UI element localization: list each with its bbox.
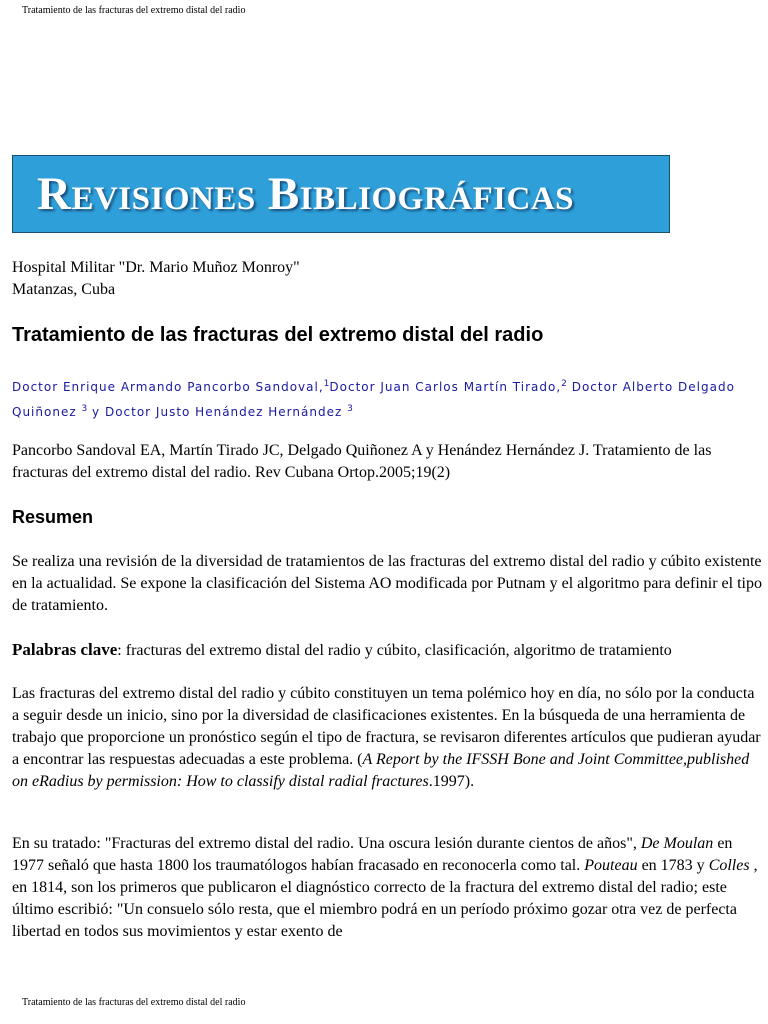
author-name: De Moulan (640, 835, 714, 852)
author-affiliation: 3 (81, 404, 88, 414)
author-link[interactable]: Doctor Alberto Delgado Quiñonez (12, 380, 735, 419)
section-banner (12, 155, 670, 233)
keywords-paragraph (12, 639, 762, 662)
abstract-text: Se realiza una revisión de la diversidad de tratamientos de las fracturas del extremo distal del radio y cúbito existente en la actualidad. Se expone la clasificación del Sistema AO modificada por Putnam y el algoritmo para definir el tipo de tratamiento. (12, 553, 762, 614)
institution-name: Hospital Militar "Dr. Mario Muñoz Monroy" (12, 259, 300, 276)
author-affiliation: 2 (561, 379, 567, 389)
body-paragraph-2 (12, 833, 762, 943)
running-header: Tratamiento de las fracturas del extremo distal del radio (22, 5, 246, 16)
abstract-heading: Resumen (12, 507, 94, 527)
paragraph-text: .1997). (428, 773, 475, 790)
author-connector: y (92, 405, 101, 419)
paragraph-text: Las fracturas del extremo distal del radio y cúbito constituyen un tema polémico hoy en día, no sólo por la conducta a seguir desde un inicio, sino por la diversidad de clasificaciones existentes. En la búsqueda de una herramienta de trabajo que proporcione un pronóstico según el tipo de fractura, se revisaron diferentes artículos que pudieran ayudar a encontrar las respuestas adecuadas a este problema. ( (12, 685, 761, 768)
author-name: Pouteau (584, 857, 638, 874)
author-affiliation: 1 (323, 379, 330, 389)
reference-title: A Report by the IFSSH Bone and Joint Committee,published on eRadius by permission: How to classify distal radial fractures (12, 751, 750, 790)
keywords-text: : fracturas del extremo distal del radio y cúbito, clasificación, algoritmo de tratamiento (117, 642, 672, 659)
running-footer: Tratamiento de las fracturas del extremo distal del radio (22, 997, 246, 1008)
paragraph-text: en 1977 señaló que hasta 1800 los traumatólogos habían fracasado en reconocerla como tal. (12, 835, 733, 874)
institution-location: Matanzas, Cuba (12, 281, 116, 298)
author-link[interactable]: Doctor Justo Henández Hernández (104, 405, 343, 419)
keywords-label: Palabras clave (12, 640, 118, 659)
citation: Pancorbo Sandoval EA, Martín Tirado JC, Delgado Quiñonez A y Henández Hernández J. Tratamiento de las fracturas del extremo distal del radio. Rev Cubana Ortop.2005;19(2) (12, 442, 712, 481)
body-paragraph-1 (12, 683, 762, 793)
paragraph-text: en 1783 y (637, 857, 709, 874)
article-title: Tratamiento de las fracturas del extremo distal del radio (12, 324, 544, 346)
banner-title: Revisiones Bibliográficas (37, 167, 575, 220)
author-name: Colles (708, 857, 750, 874)
institution-block (12, 257, 762, 301)
author-link[interactable]: Doctor Juan Carlos Martín Tirado, (329, 380, 562, 394)
author-list (12, 373, 762, 423)
paragraph-text: , en 1814, son los primeros que publicaron el diagnóstico correcto de la fractura del extremo distal del radio; este último escribió: "Un consuelo sólo resta, que el miembro podrá en un período próximo gozar otra vez de perfecta libertad en todos sus movimientos y estar exento de (12, 857, 758, 940)
author-affiliation: 3 (347, 404, 353, 414)
author-link[interactable]: Doctor Enrique Armando Pancorbo Sandoval, (12, 380, 324, 394)
paragraph-text: En su tratado: "Fracturas del extremo distal del radio. Una oscura lesión durante cientos de años", (12, 835, 641, 852)
